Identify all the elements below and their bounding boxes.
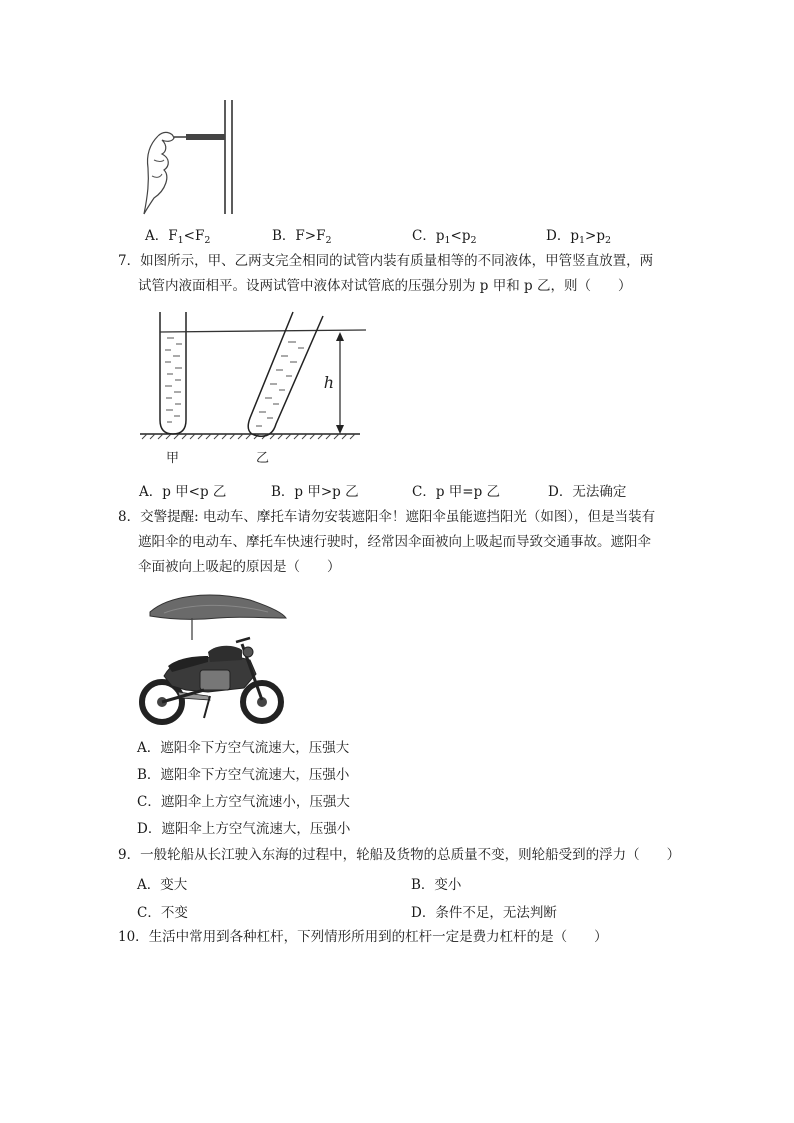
question-number: 9． <box>118 847 141 863</box>
q8-option-c[interactable]: C．遮阳伞上方空气流速小，压强大 <box>137 794 350 810</box>
q7-figure-label-left: 甲 <box>166 451 180 466</box>
q9-option-a[interactable]: A．变大 <box>137 877 188 893</box>
q6-option-d[interactable]: D．$p_1>p_2$ <box>546 228 612 246</box>
q9-option-b[interactable]: B．变小 <box>411 877 462 893</box>
q8-stem: 8．交警提醒: 电动车、摩托车请勿安装遮阳伞！遮阳伞虽能遮挡阳光（如图），但是当装有 遮阳伞的电动车、摩托车快速行驶时，经常因伞面被向上吸起而导致交通事故。遮阳伞 伞面被向上吸起的原因是（ ） <box>118 509 656 575</box>
q8-option-d[interactable]: D．遮阳伞上方空气流速大，压强小 <box>137 821 351 837</box>
q8-option-a[interactable]: A．遮阳伞下方空气流速大，压强大 <box>137 740 350 756</box>
q7-figure-label-right: 乙 <box>256 451 270 466</box>
q8-figure-motorcycle-umbrella <box>138 592 290 728</box>
q7-option-b[interactable]: B．p 甲>p 乙 <box>271 484 359 500</box>
q6-option-a[interactable]: A．$F_1<F_2$ <box>145 228 211 246</box>
q10-stem: 10．生活中常用到各种杠杆，下列情形所用到的杠杆一定是费力杠杆的是（ ） <box>118 929 608 945</box>
q6-option-c[interactable]: C．$p_1<p_2$ <box>412 228 477 246</box>
q6-option-b[interactable]: B．$F>F_2$ <box>272 228 332 246</box>
q9-stem: 9．一般轮船从长江驶入东海的过程中，轮船及货物的总质量不变，则轮船受到的浮力（ ） <box>118 847 681 863</box>
q8-option-b[interactable]: B．遮阳伞下方空气流速大，压强小 <box>137 767 350 783</box>
q7-option-a[interactable]: A．p 甲<p 乙 <box>139 484 227 500</box>
q7-option-d[interactable]: D．无法确定 <box>548 484 627 500</box>
q7-option-c[interactable]: C．p 甲=p 乙 <box>412 484 501 500</box>
q7-figure-label-h: h <box>323 373 334 392</box>
question-number: 10． <box>118 929 149 945</box>
q7-stem: 7．如图所示，甲、乙两支完全相同的试管内装有质量相等的不同液体，甲管竖直放置，两 试管内液面相平。设两试管中液体对试管底的压强分别为 p 甲和 p 乙，则（ ） <box>118 253 654 294</box>
q9-option-c[interactable]: C．不变 <box>137 905 188 921</box>
q7-figure-test-tubes <box>138 308 370 468</box>
question-number: 8． <box>118 509 141 525</box>
question-number: 7． <box>118 253 141 269</box>
q9-option-d[interactable]: D．条件不足，无法判断 <box>411 905 557 921</box>
q6-figure-hand-pencil <box>136 94 256 216</box>
